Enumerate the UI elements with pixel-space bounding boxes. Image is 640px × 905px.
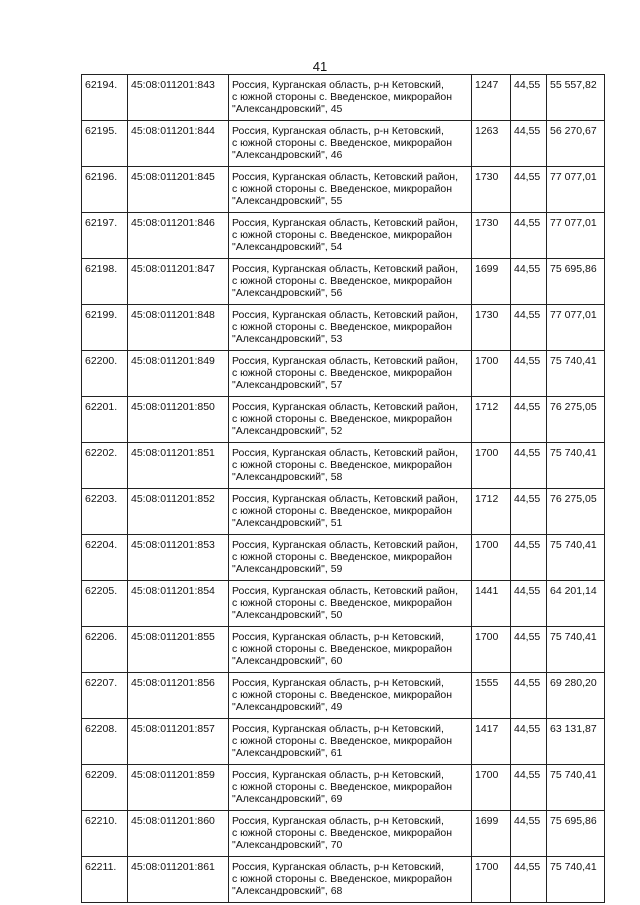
area-cell: 1441 <box>472 581 511 627</box>
cadastral-number-cell: 45:08:011201:861 <box>128 857 229 903</box>
row-number-cell: 62204. <box>82 535 128 581</box>
cadastral-number-cell: 45:08:011201:847 <box>128 259 229 305</box>
table-row <box>82 765 605 811</box>
table-row <box>82 535 605 581</box>
cadastral-value-cell: 75 740,41 <box>547 351 605 397</box>
rate-cell: 44,55 <box>511 443 547 489</box>
table-row <box>82 857 605 903</box>
address-cell: Россия, Курганская область, р-н Кетовский, с южной стороны с. Введенское, микрорайон "Александровский", 60 <box>229 627 472 673</box>
row-number-cell: 62202. <box>82 443 128 489</box>
cadastral-value-cell: 75 740,41 <box>547 535 605 581</box>
area-cell: 1700 <box>472 857 511 903</box>
area-cell: 1730 <box>472 213 511 259</box>
rate-cell: 44,55 <box>511 765 547 811</box>
rate-cell: 44,55 <box>511 397 547 443</box>
rate-cell: 44,55 <box>511 351 547 397</box>
table-row <box>82 489 605 535</box>
area-cell: 1417 <box>472 719 511 765</box>
cadastral-value-cell: 75 740,41 <box>547 627 605 673</box>
cadastral-number-cell: 45:08:011201:854 <box>128 581 229 627</box>
row-number-cell: 62195. <box>82 121 128 167</box>
area-cell: 1263 <box>472 121 511 167</box>
area-cell: 1712 <box>472 489 511 535</box>
area-cell: 1700 <box>472 443 511 489</box>
cadastral-number-cell: 45:08:011201:853 <box>128 535 229 581</box>
address-cell: Россия, Курганская область, р-н Кетовский, с южной стороны с. Введенское, микрорайон "Александровский", 45 <box>229 75 472 121</box>
rate-cell: 44,55 <box>511 719 547 765</box>
row-number-cell: 62208. <box>82 719 128 765</box>
row-number-cell: 62197. <box>82 213 128 259</box>
table-row <box>82 443 605 489</box>
cadastral-number-cell: 45:08:011201:850 <box>128 397 229 443</box>
table-row <box>82 811 605 857</box>
cadastral-number-cell: 45:08:011201:852 <box>128 489 229 535</box>
table-body <box>82 75 605 903</box>
address-cell: Россия, Курганская область, Кетовский район, с южной стороны с. Введенское, микрорайон "Александровский", 57 <box>229 351 472 397</box>
row-number-cell: 62203. <box>82 489 128 535</box>
row-number-cell: 62200. <box>82 351 128 397</box>
cadastral-number-cell: 45:08:011201:845 <box>128 167 229 213</box>
area-cell: 1730 <box>472 167 511 213</box>
row-number-cell: 62196. <box>82 167 128 213</box>
address-cell: Россия, Курганская область, Кетовский район, с южной стороны с. Введенское, микрорайон "Александровский", 54 <box>229 213 472 259</box>
cadastral-value-cell: 75 695,86 <box>547 811 605 857</box>
row-number-cell: 62207. <box>82 673 128 719</box>
cadastral-value-cell: 77 077,01 <box>547 305 605 351</box>
address-cell: Россия, Курганская область, Кетовский район, с южной стороны с. Введенское, микрорайон "Александровский", 53 <box>229 305 472 351</box>
cadastral-value-cell: 69 280,20 <box>547 673 605 719</box>
table-row <box>82 581 605 627</box>
table-row <box>82 719 605 765</box>
table-row <box>82 75 605 121</box>
row-number-cell: 62210. <box>82 811 128 857</box>
cadastral-number-cell: 45:08:011201:859 <box>128 765 229 811</box>
table-row <box>82 627 605 673</box>
rate-cell: 44,55 <box>511 213 547 259</box>
table-row <box>82 673 605 719</box>
area-cell: 1700 <box>472 765 511 811</box>
address-cell: Россия, Курганская область, Кетовский район, с южной стороны с. Введенское, микрорайон "Александровский", 59 <box>229 535 472 581</box>
cadastral-number-cell: 45:08:011201:843 <box>128 75 229 121</box>
cadastral-value-cell: 77 077,01 <box>547 167 605 213</box>
table-row <box>82 259 605 305</box>
address-cell: Россия, Курганская область, Кетовский район, с южной стороны с. Введенское, микрорайон "Александровский", 52 <box>229 397 472 443</box>
cadastral-value-cell: 75 740,41 <box>547 765 605 811</box>
cadastral-number-cell: 45:08:011201:844 <box>128 121 229 167</box>
address-cell: Россия, Курганская область, р-н Кетовский, с южной стороны с. Введенское, микрорайон "Александровский", 69 <box>229 765 472 811</box>
cadastral-number-cell: 45:08:011201:849 <box>128 351 229 397</box>
land-plot-table <box>81 74 605 903</box>
address-cell: Россия, Курганская область, Кетовский район, с южной стороны с. Введенское, микрорайон "Александровский", 58 <box>229 443 472 489</box>
rate-cell: 44,55 <box>511 535 547 581</box>
address-cell: Россия, Курганская область, р-н Кетовский, с южной стороны с. Введенское, микрорайон "Александровский", 49 <box>229 673 472 719</box>
address-cell: Россия, Курганская область, Кетовский район, с южной стороны с. Введенское, микрорайон "Александровский", 55 <box>229 167 472 213</box>
row-number-cell: 62201. <box>82 397 128 443</box>
row-number-cell: 62211. <box>82 857 128 903</box>
rate-cell: 44,55 <box>511 489 547 535</box>
address-cell: Россия, Курганская область, Кетовский район, с южной стороны с. Введенское, микрорайон "Александровский", 51 <box>229 489 472 535</box>
rate-cell: 44,55 <box>511 811 547 857</box>
cadastral-value-cell: 63 131,87 <box>547 719 605 765</box>
table-row <box>82 351 605 397</box>
cadastral-number-cell: 45:08:011201:856 <box>128 673 229 719</box>
cadastral-number-cell: 45:08:011201:857 <box>128 719 229 765</box>
rate-cell: 44,55 <box>511 167 547 213</box>
row-number-cell: 62194. <box>82 75 128 121</box>
row-number-cell: 62209. <box>82 765 128 811</box>
address-cell: Россия, Курганская область, р-н Кетовский, с южной стороны с. Введенское, микрорайон "Александровский", 68 <box>229 857 472 903</box>
address-cell: Россия, Курганская область, р-н Кетовский, с южной стороны с. Введенское, микрорайон "Александровский", 61 <box>229 719 472 765</box>
address-cell: Россия, Курганская область, Кетовский район, с южной стороны с. Введенское, микрорайон "Александровский", 50 <box>229 581 472 627</box>
area-cell: 1700 <box>472 627 511 673</box>
address-cell: Россия, Курганская область, р-н Кетовский, с южной стороны с. Введенское, микрорайон "Александровский", 46 <box>229 121 472 167</box>
cadastral-value-cell: 75 740,41 <box>547 857 605 903</box>
cadastral-number-cell: 45:08:011201:848 <box>128 305 229 351</box>
cadastral-value-cell: 64 201,14 <box>547 581 605 627</box>
cadastral-number-cell: 45:08:011201:860 <box>128 811 229 857</box>
area-cell: 1700 <box>472 535 511 581</box>
rate-cell: 44,55 <box>511 259 547 305</box>
row-number-cell: 62205. <box>82 581 128 627</box>
rate-cell: 44,55 <box>511 627 547 673</box>
rate-cell: 44,55 <box>511 673 547 719</box>
area-cell: 1699 <box>472 811 511 857</box>
row-number-cell: 62206. <box>82 627 128 673</box>
table-row <box>82 213 605 259</box>
cadastral-number-cell: 45:08:011201:855 <box>128 627 229 673</box>
table-row <box>82 167 605 213</box>
area-cell: 1730 <box>472 305 511 351</box>
page-number: 41 <box>312 59 328 74</box>
cadastral-number-cell: 45:08:011201:846 <box>128 213 229 259</box>
address-cell: Россия, Курганская область, р-н Кетовский, с южной стороны с. Введенское, микрорайон "Александровский", 70 <box>229 811 472 857</box>
rate-cell: 44,55 <box>511 121 547 167</box>
area-cell: 1555 <box>472 673 511 719</box>
cadastral-number-cell: 45:08:011201:851 <box>128 443 229 489</box>
row-number-cell: 62198. <box>82 259 128 305</box>
rate-cell: 44,55 <box>511 75 547 121</box>
address-cell: Россия, Курганская область, Кетовский район, с южной стороны с. Введенское, микрорайон "Александровский", 56 <box>229 259 472 305</box>
row-number-cell: 62199. <box>82 305 128 351</box>
area-cell: 1699 <box>472 259 511 305</box>
table-row <box>82 121 605 167</box>
area-cell: 1247 <box>472 75 511 121</box>
cadastral-value-cell: 55 557,82 <box>547 75 605 121</box>
table-row <box>82 397 605 443</box>
area-cell: 1712 <box>472 397 511 443</box>
rate-cell: 44,55 <box>511 305 547 351</box>
cadastral-value-cell: 76 275,05 <box>547 397 605 443</box>
area-cell: 1700 <box>472 351 511 397</box>
cadastral-value-cell: 77 077,01 <box>547 213 605 259</box>
cadastral-value-cell: 75 695,86 <box>547 259 605 305</box>
rate-cell: 44,55 <box>511 857 547 903</box>
cadastral-value-cell: 75 740,41 <box>547 443 605 489</box>
rate-cell: 44,55 <box>511 581 547 627</box>
cadastral-value-cell: 56 270,67 <box>547 121 605 167</box>
cadastral-value-cell: 76 275,05 <box>547 489 605 535</box>
table-row <box>82 305 605 351</box>
